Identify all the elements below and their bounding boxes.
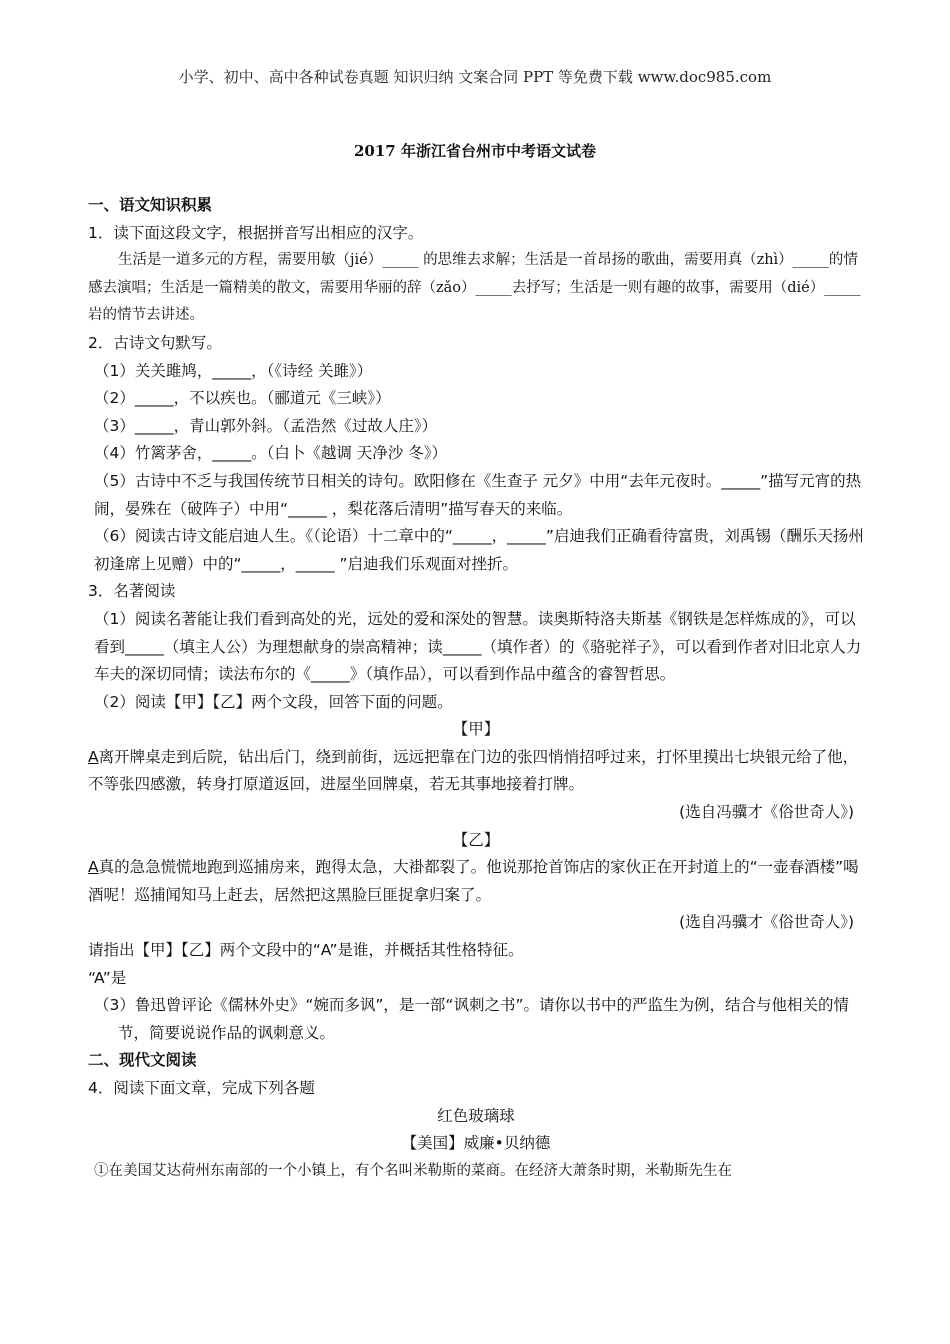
question-2-item: （3）_____，青山郭外斜。（孟浩然《过故人庄》） [94, 416, 438, 435]
article-author: 【美国】威廉•贝纳德 [401, 1134, 551, 1153]
excerpt-jia-text: 离开牌桌走到后院，钻出后门，绕到前街，远远把靠在门边的张四悄悄招呼过来，打怀里摸出七块银元给了他，不等张四感激，转身打原道返回，进屋坐回牌桌，若无其事地接着打牌。 [88, 747, 859, 794]
excerpt-yi-label: 【乙】 [452, 830, 500, 849]
excerpt-jia-label: 【甲】 [452, 720, 500, 739]
exam-title: 2017 年浙江省台州市中考语文试卷 [354, 142, 596, 160]
question-4-stem: 4．阅读下面文章，完成下列各题 [88, 1079, 315, 1097]
question-2-item: （6）阅读古诗文能启迪人生。《（论语）十二章中的“_____，_____”启迪我们正确看待富贵，刘禹锡（酬乐天扬州初逢席上见赠）中的“_____，_____ ”启迪我们乐观面对挫折。 [94, 527, 864, 573]
article-title: 红色玻璃球 [437, 1106, 515, 1125]
question-3-answer-prompt: “A”是 [88, 968, 127, 987]
question-3-ask: 请指出【甲】【乙】两个文段中的“A”是谁，并概括其性格特征。 [88, 941, 524, 960]
excerpt-yi-text: 真的急急慌慌地跑到巡捕房来，跑得太急，大褂都裂了。他说那抢首饰店的家伙正在开封道上的“一壶春酒楼”喝酒呢！巡捕闻知马上赶去，居然把这黑脸巨匪捉拿归案了。 [88, 858, 859, 904]
question-2-item: （1）关关雎鸠，_____，（《诗经 关雎》） [94, 361, 373, 380]
excerpt-yi-source: (选自冯骥才《俗世奇人》) [679, 913, 854, 932]
excerpt-yi [88, 854, 864, 909]
section-heading-1: 一、语文知识积累 [88, 196, 213, 214]
question-3-part-2: （2）阅读【甲】【乙】两个文段，回答下面的问题。 [94, 692, 453, 711]
question-2-stem: 2．古诗文句默写。 [88, 333, 222, 352]
question-3-stem: 3．名著阅读 [88, 582, 176, 601]
question-3-part-3: （3）鲁迅曾评论《儒林外史》“婉而多讽”，是一部“讽刺之书”。请你以书中的严监生为例，结合与他相关的情节，简要说说作品的讽刺意义。 [94, 996, 849, 1042]
question-3-part-1: （1）阅读名著能让我们看到高处的光，远处的爱和深处的智慧。读奥斯特洛夫斯基《钢铁是怎样炼成的》，可以看到_____（填主人公）为理想献身的崇高精神；读_____（填作者）的《骆驼祥子》，可以看到作者对旧北京人力车夫的深切同情；读法布尔的《_____》（填作品），可以看到作品中蕴含的睿智哲思。 [94, 609, 862, 684]
section-heading-2: 二、现代文阅读 [88, 1051, 197, 1070]
question-2-item: （2）_____，不以疾也。（郦道元《三峡》） [94, 389, 391, 408]
article-paragraph-1: ①在美国艾达荷州东南部的一个小镇上，有个名叫米勒斯的菜商。在经济大萧条时期，米勒斯先生在 [94, 1162, 732, 1179]
excerpt-yi-A: A [88, 858, 99, 877]
question-1-passage: 生活是一道多元的方程，需要用敏（jié）_____ 的思维去求解；生活是一首昂扬的歌曲，需要用真（zhì）_____的情感去演唱；生活是一篇精美的散文，需要用华丽的辞（zǎo）_____去抒写；生活是一则有趣的故事，需要用（dié）_____ 岩的情节去讲述。 [88, 252, 861, 324]
question-1-stem: 1．读下面这段文字，根据拼音写出相应的汉字。 [88, 223, 424, 242]
page-header: 小学、初中、高中各种试卷真题 知识归纳 文案合同 PPT 等免费下载 www.doc985.com [178, 68, 772, 86]
question-2-item: （5）古诗中不乏与我国传统节日相关的诗句。欧阳修在《生查子 元夕》中用“去年元夜时。_____”描写元宵的热闹，晏殊在（破阵子）中用“_____ ，梨花落后清明”描写春天的来临。 [94, 471, 862, 518]
excerpt-jia [88, 744, 864, 799]
exam-content [88, 192, 864, 1185]
question-2-item: （4）竹篱茅舍，_____。（白卜《越调 天净沙 冬》） [94, 444, 447, 463]
excerpt-jia-source: (选自冯骥才《俗世奇人》) [679, 803, 854, 822]
excerpt-jia-A: A [88, 747, 99, 766]
